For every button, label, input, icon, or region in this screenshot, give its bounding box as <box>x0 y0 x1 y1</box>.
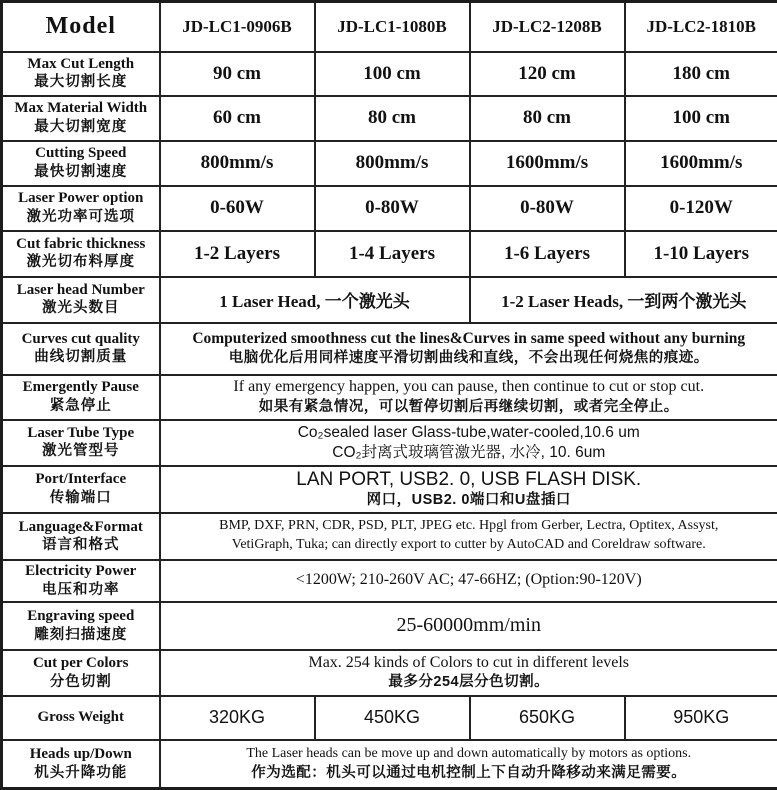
cell-value: 180 cm <box>625 52 777 96</box>
row-laser-tube-type <box>2 420 777 466</box>
cell-value <box>160 323 777 375</box>
label-zh: 电压和功率 <box>6 581 156 600</box>
label-zh: 最快切割速度 <box>6 163 156 182</box>
cell-value <box>160 513 777 560</box>
value-line-en: The Laser heads can be move up and down automatically by motors as options. <box>164 745 775 764</box>
cell-value: 320KG <box>160 696 315 740</box>
label-en: Laser Power option <box>6 189 156 208</box>
label-en: Cutting Speed <box>6 144 156 163</box>
label-zh: 激光功率可选项 <box>6 208 156 227</box>
value-line-zh: 网口，USB2. 0端口和U盘插口 <box>164 491 775 511</box>
cell-value <box>160 650 777 696</box>
label-zh: 激光头数目 <box>6 299 156 318</box>
row-label-cutting-speed <box>2 141 160 186</box>
header-model-3: JD-LC2-1208B <box>470 2 625 52</box>
cell-value: 120 cm <box>470 52 625 96</box>
label-en: Cut per Colors <box>6 654 156 673</box>
cell-value: 1600mm/s <box>625 141 777 186</box>
label-en: Gross Weight <box>6 708 156 727</box>
label-zh: 紧急停止 <box>6 397 156 416</box>
row-port-interface <box>2 466 777 513</box>
value-line-zh: 作为选配：机头可以通过电机控制上下自动升降移动来满足需要。 <box>164 764 775 784</box>
label-en: Language&Format <box>6 518 156 537</box>
cell-value: 1-10 Layers <box>625 231 777 277</box>
cell-value <box>160 375 777 420</box>
cell-value: 950KG <box>625 696 777 740</box>
value-line-en: If any emergency happen, you can pause, then continue to cut or stop cut. <box>164 377 775 398</box>
label-zh: 最大切割长度 <box>6 73 156 92</box>
header-model-label: Model <box>2 2 160 52</box>
label-zh: 雕刻扫描速度 <box>6 626 156 645</box>
cell-value: 650KG <box>470 696 625 740</box>
value-line-en: Computerized smoothness cut the lines&Curves in same speed without any burning <box>164 329 775 349</box>
cell-value <box>160 740 777 789</box>
value-line-1: 25-60000mm/min <box>164 614 775 637</box>
cell-value: 0-120W <box>625 186 777 231</box>
row-label-engraving-speed <box>2 602 160 650</box>
row-label-heads-up-down <box>2 740 160 789</box>
value-line-zh: 如果有紧急情况，可以暂停切割后再继续切割，或者完全停止。 <box>164 398 775 418</box>
cell-value: 800mm/s <box>315 141 470 186</box>
row-label-laser-power-option <box>2 186 160 231</box>
cell-value: 1-2 Layers <box>160 231 315 277</box>
value-line-2: VetiGraph, Tuka; can directly export to cutter by AutoCAD and Coreldraw software. <box>164 536 775 555</box>
row-engraving-speed <box>2 602 777 650</box>
label-en: Laser head Number <box>6 281 156 300</box>
cell-value: 800mm/s <box>160 141 315 186</box>
cell-value: 450KG <box>315 696 470 740</box>
label-en: Electricity Power <box>6 562 156 581</box>
row-max-cut-length <box>2 52 777 96</box>
row-laser-power-option <box>2 186 777 231</box>
value-line-en: Co₂sealed laser Glass-tube,water-cooled,10.6 um <box>164 423 775 442</box>
label-en: Port/Interface <box>6 470 156 489</box>
row-label-language-format <box>2 513 160 560</box>
row-label-electricity-power <box>2 560 160 602</box>
cell-value: 1-6 Layers <box>470 231 625 277</box>
label-zh: 分色切割 <box>6 673 156 692</box>
row-cut-per-colors <box>2 650 777 696</box>
cell-value: 1600mm/s <box>470 141 625 186</box>
label-en: Emergently Pause <box>6 378 156 397</box>
row-label-gross-weight <box>2 696 160 740</box>
row-heads-up-down <box>2 740 777 789</box>
cell-value <box>160 602 777 650</box>
label-en: Cut fabric thickness <box>6 235 156 254</box>
cell-value: 1 Laser Head, 一个激光头 <box>160 277 470 323</box>
label-zh: 机头升降功能 <box>6 764 156 783</box>
label-zh: 语言和格式 <box>6 536 156 555</box>
header-row <box>2 2 777 52</box>
cell-value: 0-80W <box>470 186 625 231</box>
row-language-format <box>2 513 777 560</box>
cell-value: 60 cm <box>160 96 315 141</box>
label-en: Laser Tube Type <box>6 424 156 443</box>
cell-value: 80 cm <box>315 96 470 141</box>
row-label-laser-head-number <box>2 277 160 323</box>
cell-value: 1-2 Laser Heads, 一到两个激光头 <box>470 277 777 323</box>
row-label-max-material-width <box>2 96 160 141</box>
cell-value: 1-4 Layers <box>315 231 470 277</box>
row-cut-fabric-thickness <box>2 231 777 277</box>
value-line-zh: 最多分254层分色切割。 <box>164 673 775 693</box>
cell-value: 90 cm <box>160 52 315 96</box>
cell-value: 0-80W <box>315 186 470 231</box>
row-label-curves-cut-quality <box>2 323 160 375</box>
label-en: Engraving speed <box>6 607 156 626</box>
value-line-1: <1200W; 210-260V AC; 47-66HZ; (Option:90-120V) <box>164 570 775 591</box>
row-gross-weight <box>2 696 777 740</box>
row-cutting-speed <box>2 141 777 186</box>
row-label-max-cut-length <box>2 52 160 96</box>
value-line-en: LAN PORT, USB2. 0, USB FLASH DISK. <box>164 468 775 492</box>
row-label-cut-per-colors <box>2 650 160 696</box>
label-zh: 激光切布料厚度 <box>6 253 156 272</box>
row-curves-cut-quality <box>2 323 777 375</box>
label-zh: 最大切割宽度 <box>6 118 156 137</box>
cell-value: 0-60W <box>160 186 315 231</box>
row-label-cut-fabric-thickness <box>2 231 160 277</box>
label-en: Max Material Width <box>6 99 156 118</box>
value-line-en: Max. 254 kinds of Colors to cut in different levels <box>164 653 775 674</box>
value-line-zh: CO₂封离式玻璃管激光器, 水冷, 10. 6um <box>164 443 775 462</box>
row-label-emergently-pause <box>2 375 160 420</box>
header-model-2: JD-LC1-1080B <box>315 2 470 52</box>
cell-value <box>160 466 777 513</box>
header-model-1: JD-LC1-0906B <box>160 2 315 52</box>
label-zh: 传输端口 <box>6 489 156 508</box>
label-zh: 曲线切割质量 <box>6 348 156 367</box>
row-label-laser-tube-type <box>2 420 160 466</box>
row-laser-head-number <box>2 277 777 323</box>
cell-value: 100 cm <box>625 96 777 141</box>
label-en: Heads up/Down <box>6 745 156 764</box>
cell-value <box>160 420 777 466</box>
cell-value: 80 cm <box>470 96 625 141</box>
row-emergently-pause <box>2 375 777 420</box>
label-en: Max Cut Length <box>6 55 156 74</box>
value-line-1: BMP, DXF, PRN, CDR, PSD, PLT, JPEG etc. Hpgl from Gerber, Lectra, Optitex, Assyst, <box>164 517 775 536</box>
cell-value: 100 cm <box>315 52 470 96</box>
label-en: Curves cut quality <box>6 330 156 349</box>
header-model-4: JD-LC2-1810B <box>625 2 777 52</box>
label-zh: 激光管型号 <box>6 442 156 461</box>
row-max-material-width <box>2 96 777 141</box>
row-label-port-interface <box>2 466 160 513</box>
cell-value <box>160 560 777 602</box>
row-electricity-power <box>2 560 777 602</box>
value-line-zh: 电脑优化后用同样速度平滑切割曲线和直线，不会出现任何烧焦的痕迹。 <box>164 349 775 369</box>
